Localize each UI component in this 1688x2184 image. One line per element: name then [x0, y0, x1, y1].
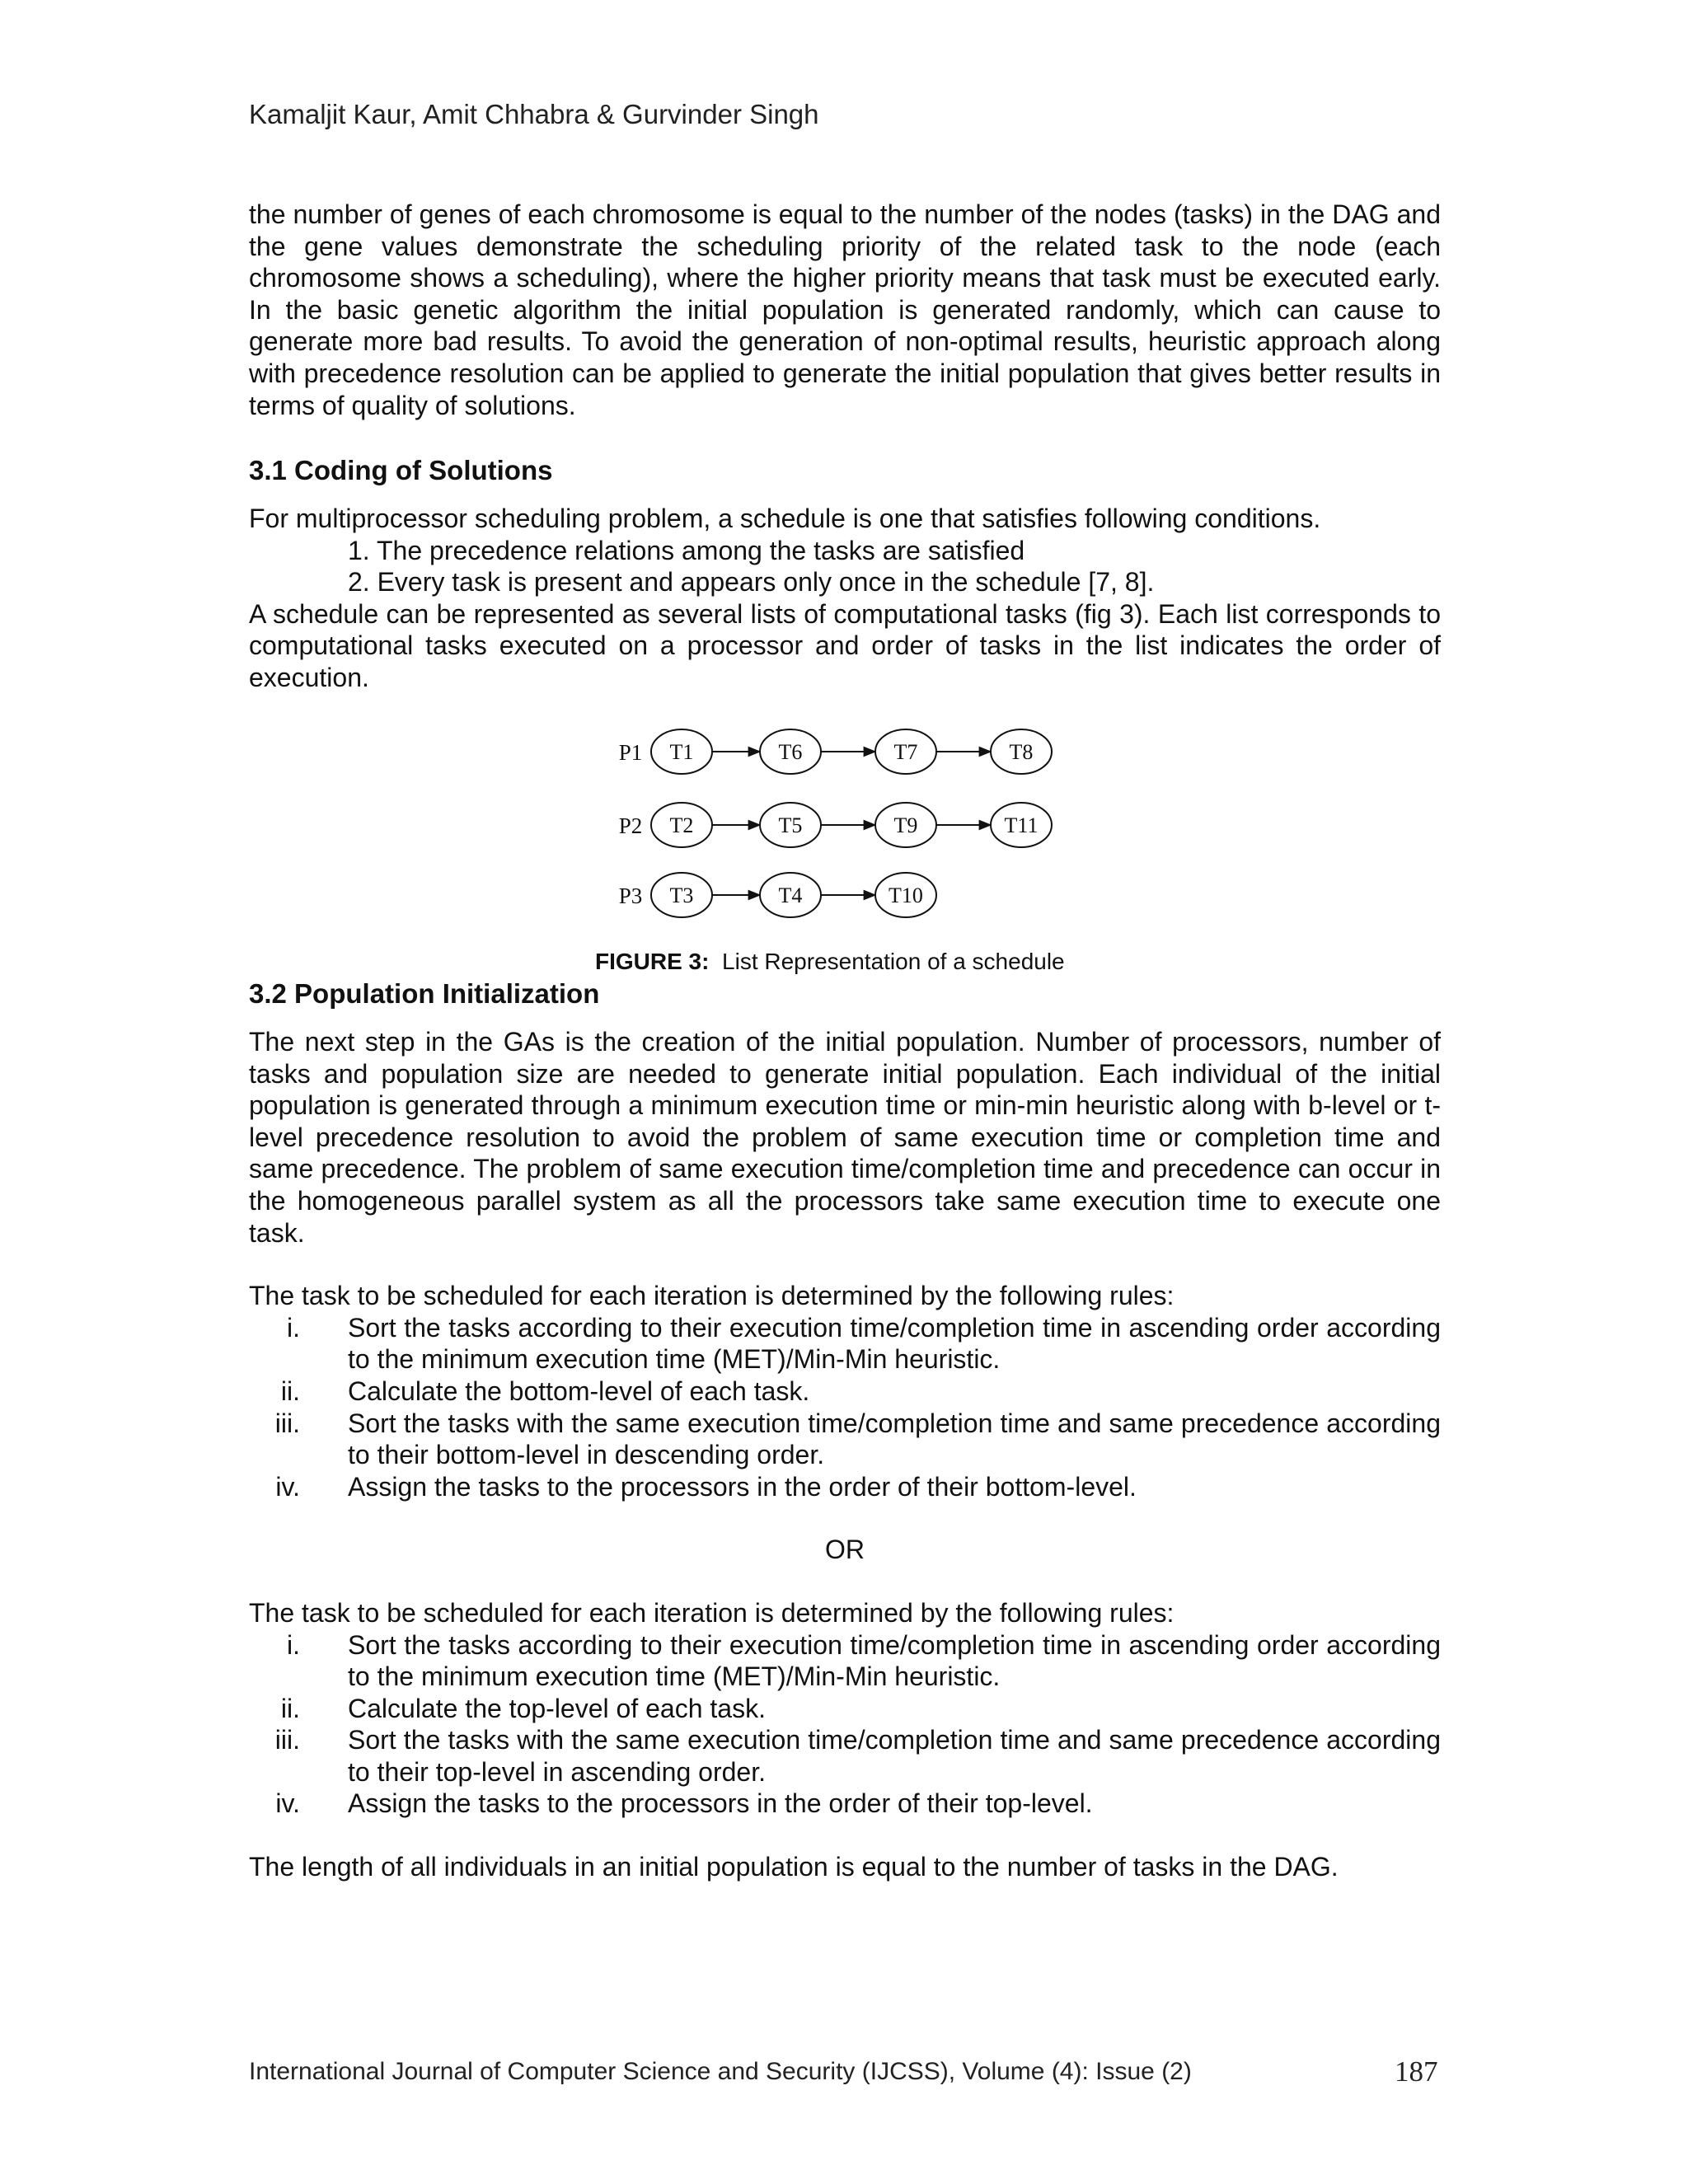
intro-paragraph: the number of genes of each chromosome is equal to the number of the nodes (tasks) in the DAG and the gene values demonstrate the scheduling priority of the related task to the node (each chromosome shows a scheduling), where the higher priority means that task must be executed early. In the basic genetic algorithm the initial population is generated randomly, which can cause to generate more bad results. To avoid the generation of non-optimal results, heuristic approach along with precedence resolution can be applied to generate the initial population that gives better results in terms of quality of solutions.	[249, 199, 1441, 420]
task-label: T9	[893, 813, 918, 837]
section-3-1-lead: For multiprocessor scheduling problem, a schedule is one that satisfies following conditions.	[249, 504, 1321, 533]
task-label: T11	[1004, 813, 1039, 837]
processor-label: P3	[618, 883, 643, 908]
closing-sentence: The length of all individuals in an initial population is equal to the number of tasks in the DAG.	[249, 1852, 1339, 1882]
or-separator: OR	[825, 1535, 865, 1565]
task-label: T10	[889, 883, 923, 907]
figure-3-diagram	[616, 722, 1325, 928]
condition-item: 1. The precedence relations among the tasks are satisfied	[348, 535, 1025, 565]
rule-item: iv. Assign the tasks to the processors in the order of their top-level.	[275, 1788, 1093, 1819]
section-3-2-paragraph: The next step in the GAs is the creation of the initial population. Number of processors, number of tasks and population size are needed to generate initial population. Each individual of the initial population is generated through a minimum execution time or min-min heuristic along with b-level or t-level precedence resolution to avoid the problem of same execution time or completion time and same precedence. The problem of same execution time/completion time and precedence can occur in the homogeneous parallel system as all the processors take same execution time to execute one task.	[249, 1027, 1441, 1248]
rule-item: iv. Assign the tasks to the processors in the order of their bottom-level.	[275, 1471, 1137, 1502]
page-number: 187	[1395, 2055, 1438, 2088]
journal-footer: International Journal of Computer Science and Security (IJCSS), Volume (4): Issue (2)	[249, 2058, 1192, 2085]
condition-item: 2. Every task is present and appears only once in the schedule [7, 8].	[348, 567, 1155, 598]
caption-text: List Representation of a schedule	[722, 949, 1065, 974]
rule-item: i. Sort the tasks according to their execution time/completion time in ascending order according to the minimum execution time (MET)/Min-Min heuristic.	[287, 1629, 1441, 1692]
rule-item: iii. Sort the tasks with the same execution time/completion time and same precedence according to their bottom-level in descending order.	[274, 1408, 1441, 1470]
caption-label: FIGURE 3:	[595, 949, 710, 974]
rule-item: ii. Calculate the bottom-level of each task.	[280, 1376, 810, 1406]
rule-item: i. Sort the tasks according to their execution time/completion time in ascending order according to the minimum execution time (MET)/Min-Min heuristic.	[287, 1312, 1441, 1375]
task-label: T1	[669, 740, 694, 764]
section-3-1-body	[249, 503, 1441, 694]
running-header: Kamaljit Kaur, Amit Chhabra & Gurvinder Singh	[249, 99, 819, 129]
task-label: T6	[778, 740, 803, 764]
task-label: T7	[893, 740, 918, 764]
task-label: T5	[778, 813, 803, 837]
task-label: T4	[778, 883, 803, 907]
rules-list-2	[249, 1629, 1441, 1821]
rules-list-1	[249, 1312, 1441, 1503]
section-3-1-heading: 3.1 Coding of Solutions	[249, 455, 553, 485]
task-label: T8	[1009, 740, 1034, 764]
rules-intro-2: The task to be scheduled for each iteration is determined by the following rules:	[249, 1597, 1175, 1628]
section-3-2-body	[249, 1026, 1441, 1883]
processor-label: P2	[618, 813, 643, 838]
rule-item: ii. Calculate the top-level of each task.	[280, 1693, 766, 1723]
figure-3-caption	[595, 949, 1065, 975]
task-label: T3	[669, 883, 694, 907]
rule-item: iii. Sort the tasks with the same execution time/completion time and same precedence according to their top-level in ascending order.	[274, 1725, 1441, 1787]
rules-intro-1: The task to be scheduled for each iteration is determined by the following rules:	[249, 1281, 1175, 1311]
section-3-1-paragraph: A schedule can be represented as several lists of computational tasks (fig 3). Each list corresponds to computational tasks executed on a processor and order of tasks in the list indicates the order of execution.	[249, 598, 1441, 692]
processor-label: P1	[618, 740, 643, 765]
task-label: T2	[669, 813, 694, 837]
section-3-2-heading: 3.2 Population Initialization	[249, 978, 600, 1009]
